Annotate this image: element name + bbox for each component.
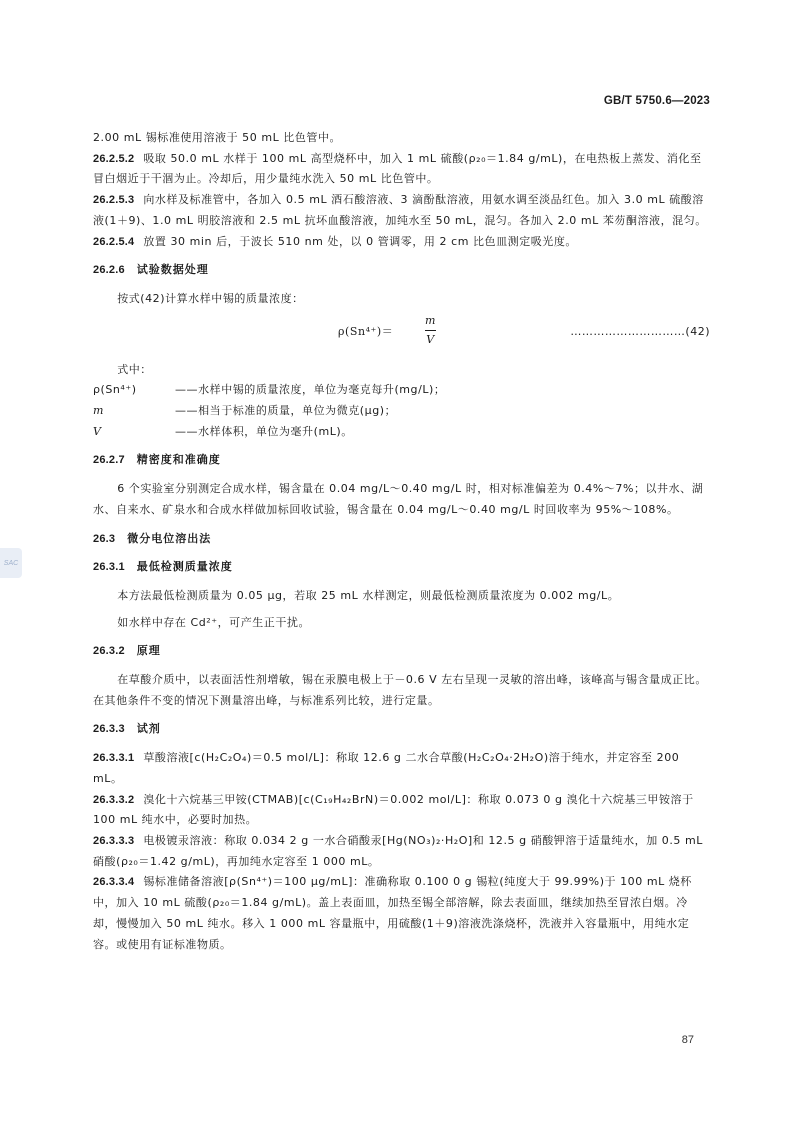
clause-text: 向水样及标准管中，各加入 0.5 mL 酒石酸溶液、3 滴酚酞溶液，用氨水调至淡品红色。加入 3.0 mL 硫酸溶液(1＋9)、1.0 mL 明胶溶液和 2.5 mL 抗坏血酸溶液，加纯水至 50 mL，混匀。各加入 2.0 mL 苯芴酮溶液，混匀。 [93,193,707,227]
paragraph: 2.00 mL 锡标准使用溶液于 50 mL 比色管中。 [93,131,342,144]
section-heading [93,529,710,550]
numbered-clause [93,149,710,190]
clause-text: 电极镀汞溶液：称取 0.034 2 g 一水合硝酸汞[Hg(NO₃)₂·H₂O]和 12.5 g 硝酸钾溶于适量纯水，加 0.5 mL 硝酸(ρ₂₀＝1.42 g/mL)，再加纯水定容至 1 000 mL。 [93,833,703,868]
symbol: ρ(Sn⁴⁺) [93,383,137,397]
clause-number: 26.3.3.1 [93,752,135,765]
section-title: 微分电位溶出法 [127,531,212,545]
formula-lhs: ρ(Sn⁴⁺)＝ [338,324,394,338]
numbered-clause [93,872,710,955]
clause-number: 26.3.3.3 [93,834,135,847]
section-number: 26.3.3 [93,723,125,736]
symbol: m [93,404,104,418]
symbol-description: ——水样中锡的质量浓度，单位为毫克每升(mg/L)； [175,383,446,397]
paragraph: 按式(42)计算水样中锡的质量浓度： [117,291,304,305]
formula-fraction [425,312,436,349]
section-heading [93,260,710,281]
section-heading [93,719,710,740]
formula-numerator: m [425,313,436,327]
section-title: 原理 [136,644,161,658]
numbered-clause [93,232,710,253]
clause-number: 26.3.3.2 [93,793,135,806]
paragraph: 本方法最低检测质量为 0.05 μg，若取 25 mL 水样测定，则最低检测质量浓度为 0.002 mg/L。 [117,588,620,602]
numbered-clause [93,748,710,789]
sac-watermark-icon [0,548,22,578]
paragraph: 式中： [117,362,152,376]
section-title: 精密度和准确度 [136,453,221,467]
symbol-definition [93,401,710,422]
paragraph: 如水样中存在 Cd²⁺，可产生正干扰。 [117,615,311,629]
paragraph: 6 个实验室分别测定合成水样，锡含量在 0.04 mg/L～0.40 mg/L 时，相对标准偏差为 0.4%～7%；以井水、湖水、自来水、矿泉水和合成水样做加标回收试验，锡含量在 0.04 mg/L～0.40 mg/L 时回收率为 95%～108%。 [93,482,704,516]
clause-text: 溴化十六烷基三甲铵(CTMAB)[c(C₁₉H₄₂BrN)＝0.002 mol/L]：称取 0.073 0 g 溴化十六烷基三甲铵溶于 100 mL 纯水中，必要时加热。 [93,792,694,827]
clause-text: 吸取 50.0 mL 水样于 100 mL 高型烧杯中，加入 1 mL 硫酸(ρ₂₀＝1.84 g/mL)，在电热板上蒸发、消化至冒白烟近于干涸为止。冷却后，用少量纯水洗入 50 mL 比色管中。 [93,151,702,186]
section-number: 26.3 [93,532,116,545]
symbol-description: ——相当于标准的质量，单位为微克(μg)； [175,404,397,418]
formula-denominator: V [425,330,436,349]
clause-text: 锡标准储备溶液[ρ(Sn⁴⁺)＝100 μg/mL]：准确称取 0.100 0 g 锡粒(纯度大于 99.99%)于 100 mL 烧杯中，加入 10 mL 硫酸(ρ₂₀＝1.84 g/mL)。盖上表面皿，加热至锡全部溶解，除去表面皿，继续加热至冒浓白烟。冷却，慢慢加入 50 mL 纯水。移入 1 000 mL 容量瓶中，用硫酸(1＋9)溶液洗涤烧杯，洗液并入容量瓶中，用纯水定容。或使用有证标准物质。 [93,875,692,951]
section-number: 26.3.2 [93,645,125,658]
section-heading [93,450,710,471]
numbered-clause [93,790,710,831]
clause-number: 26.3.3.4 [93,876,135,889]
section-number: 26.2.7 [93,454,125,467]
symbol: V [93,424,102,438]
numbered-clause [93,190,710,231]
formula [93,312,710,354]
section-heading [93,641,710,662]
section-number: 26.2.6 [93,264,125,277]
clause-text: 放置 30 min 后，于波长 510 nm 处，以 0 管调零，用 2 cm 比色皿测定吸光度。 [143,234,577,248]
section-number: 26.3.1 [93,561,125,574]
clause-number: 26.2.5.4 [93,235,135,248]
clause-text: 草酸溶液[c(H₂C₂O₄)＝0.5 mol/L]：称取 12.6 g 二水合草酸(H₂C₂O₄·2H₂O)溶于纯水，并定容至 200 mL。 [93,751,680,785]
clause-number: 26.2.5.3 [93,194,135,207]
symbol-description: ——水样体积，单位为毫升(mL)。 [175,424,353,438]
section-title: 试剂 [136,722,161,736]
page-number: 87 [681,1034,694,1046]
symbol-definition [93,422,710,443]
equation-number: …………………………(42) [570,324,710,338]
document-body [93,128,710,955]
section-title: 试验数据处理 [136,263,209,277]
standard-code: GB/T 5750.6—2023 [603,95,710,107]
section-heading [93,557,710,578]
numbered-clause [93,831,710,872]
section-title: 最低检测质量浓度 [136,560,233,574]
paragraph: 在草酸介质中，以表面活性剂增敏，锡在汞膜电极上于－0.6 V 左右呈现一灵敏的溶出峰，该峰高与锡含量成正比。在其他条件不变的情况下测量溶出峰，与标准系列比较，进行定量。 [93,673,707,707]
symbol-definition [93,380,710,401]
clause-number: 26.2.5.2 [93,152,135,165]
sac-watermark-text: SAC [3,559,19,567]
